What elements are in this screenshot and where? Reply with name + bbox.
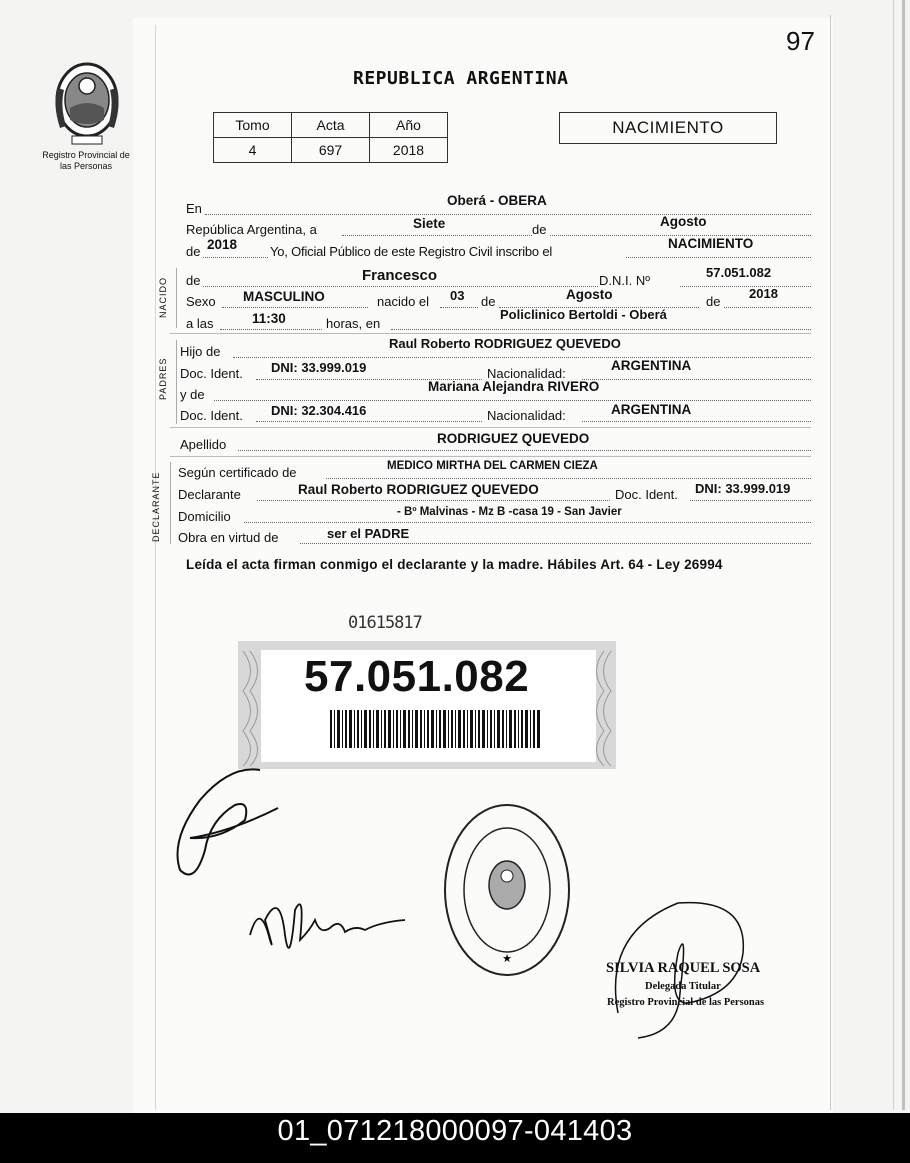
logo-caption: Registro Provincial de las Personas <box>42 150 130 171</box>
value-obra: ser el PADRE <box>327 526 410 541</box>
dotted-line <box>222 307 368 308</box>
dotted-line <box>244 522 811 523</box>
label-doc-ident: Doc. Ident. <box>180 366 243 381</box>
dotted-line <box>300 543 811 544</box>
value-declarante-doc: DNI: 33.999.019 <box>695 481 791 496</box>
signatory-name: SILVIA RAQUEL SOSA <box>606 960 761 976</box>
label-de: de <box>186 244 201 259</box>
label-obra: Obra en virtud de <box>178 530 279 545</box>
act-table-header: Tomo <box>214 113 292 138</box>
act-table-cell: 2018 <box>370 138 448 163</box>
page-edge <box>902 0 905 1110</box>
side-label-declarante: DECLARANTE <box>151 471 161 542</box>
observaciones-text: Leída el acta firman conmigo el declarante y la madre. Hábiles Art. 64 - Ley 26994 <box>186 557 723 572</box>
dotted-line <box>233 357 811 358</box>
label-nacionalidad: Nacionalidad: <box>487 366 566 381</box>
value-apellido: RODRIGUEZ QUEVEDO <box>437 431 590 446</box>
label-sexo: Sexo <box>186 294 216 309</box>
page-margin-line <box>155 25 156 1110</box>
value-domicilio: - Bº Malvinas - Mz B -casa 19 - San Javier <box>397 506 622 518</box>
section-separator <box>170 333 811 334</box>
misiones-coat-of-arms-logo <box>50 58 124 148</box>
value-anio: 2018 <box>207 237 238 252</box>
act-table-cell: 697 <box>292 138 370 163</box>
value-mes: Agosto <box>660 214 707 229</box>
value-lugar-nac: Policlinico Bertoldi - Oberá <box>500 307 667 322</box>
dotted-line <box>582 421 811 422</box>
value-padre-nac: ARGENTINA <box>611 358 692 373</box>
dotted-line <box>238 450 811 451</box>
dotted-line <box>257 500 610 501</box>
label-dni: D.N.I. Nº <box>599 273 650 288</box>
label-nacido-el: nacido el <box>377 294 430 309</box>
label-de: de <box>186 273 201 288</box>
document-title: REPUBLICA ARGENTINA <box>353 68 569 89</box>
dotted-line <box>680 286 811 287</box>
serial-number: 01615817 <box>348 613 422 633</box>
signature-declarante <box>160 760 290 885</box>
act-table-header: Acta <box>292 113 370 138</box>
barcode-icon <box>330 710 540 748</box>
label-y-de: y de <box>180 387 205 402</box>
official-seal <box>440 800 575 980</box>
label-domicilio: Domicilio <box>178 509 231 524</box>
section-bar <box>170 462 171 544</box>
label-de: de <box>706 294 721 309</box>
value-lugar: Oberá - OBERA <box>447 193 547 208</box>
dotted-line <box>391 329 811 330</box>
value-dia: Siete <box>413 216 446 231</box>
section-bar <box>176 340 177 424</box>
signatory-org: Registro Provincial de las Personas <box>607 997 765 1008</box>
dotted-line <box>256 421 482 422</box>
page-number: 97 <box>786 26 815 56</box>
dotted-line <box>440 307 478 308</box>
label-apellido: Apellido <box>180 437 227 452</box>
label-segun: Según certificado de <box>178 465 297 480</box>
label-a-las: a las <box>186 316 214 331</box>
section-separator <box>170 427 811 428</box>
dotted-line <box>220 329 322 330</box>
value-padre-doc: DNI: 33.999.019 <box>271 360 367 375</box>
page-edge <box>830 15 831 1110</box>
value-tipo: NACIMIENTO <box>668 236 754 251</box>
value-sexo: MASCULINO <box>243 289 325 304</box>
label-de: de <box>481 294 496 309</box>
act-table-header: Año <box>370 113 448 138</box>
dotted-line <box>205 214 811 215</box>
label-yo: Yo, Oficial Público de este Registro Civil inscribo el <box>270 244 553 259</box>
signature-madre <box>245 880 415 980</box>
signatory-role: Delegada Titular <box>645 981 721 992</box>
dotted-line <box>582 379 811 380</box>
label-hijo-de: Hijo de <box>180 344 221 359</box>
dotted-line <box>626 257 811 258</box>
footer-code: 01_071218000097-041403 <box>277 1115 633 1147</box>
value-nac-mes: Agosto <box>566 287 613 302</box>
dotted-line <box>326 478 811 479</box>
label-doc-ident: Doc. Ident. <box>615 487 678 502</box>
page-edge <box>893 0 894 1110</box>
dotted-line <box>214 400 811 401</box>
value-madre-doc: DNI: 32.304.416 <box>271 403 367 418</box>
svg-text:★: ★ <box>502 952 512 965</box>
value-nac-dia: 03 <box>450 288 465 303</box>
dotted-line <box>203 286 598 287</box>
value-madre-nac: ARGENTINA <box>611 402 692 417</box>
dotted-line <box>342 235 532 236</box>
label-doc-ident: Doc. Ident. <box>180 408 243 423</box>
label-de: de <box>532 222 547 237</box>
act-table <box>213 112 448 163</box>
label-en: En <box>186 201 202 216</box>
label-nacionalidad: Nacionalidad: <box>487 408 566 423</box>
side-label-nacido: NACIDO <box>158 276 168 318</box>
section-bar <box>176 268 177 328</box>
label-horas-en: horas, en <box>326 316 381 331</box>
value-certificado: MEDICO MIRTHA DEL CARMEN CIEZA <box>387 460 598 472</box>
value-dni: 57.051.082 <box>706 265 772 280</box>
section-separator <box>170 456 811 457</box>
side-label-padres: PADRES <box>158 357 168 400</box>
label-republica: República Argentina, a <box>186 222 317 237</box>
value-madre: Mariana Alejandra RIVERO <box>428 379 600 394</box>
act-type-box: NACIMIENTO <box>559 112 777 144</box>
act-table-cell: 4 <box>214 138 292 163</box>
label-declarante: Declarante <box>178 487 241 502</box>
dotted-line <box>203 257 268 258</box>
dotted-line <box>690 500 811 501</box>
value-hora: 11:30 <box>252 311 286 326</box>
dotted-line <box>724 307 811 308</box>
value-nac-anio: 2018 <box>749 286 778 301</box>
value-nombre: Francesco <box>362 267 438 284</box>
sticker-dni-number: 57.051.082 <box>304 652 530 701</box>
value-padre: Raul Roberto RODRIGUEZ QUEVEDO <box>389 336 621 351</box>
value-declarante: Raul Roberto RODRIGUEZ QUEVEDO <box>298 482 539 497</box>
